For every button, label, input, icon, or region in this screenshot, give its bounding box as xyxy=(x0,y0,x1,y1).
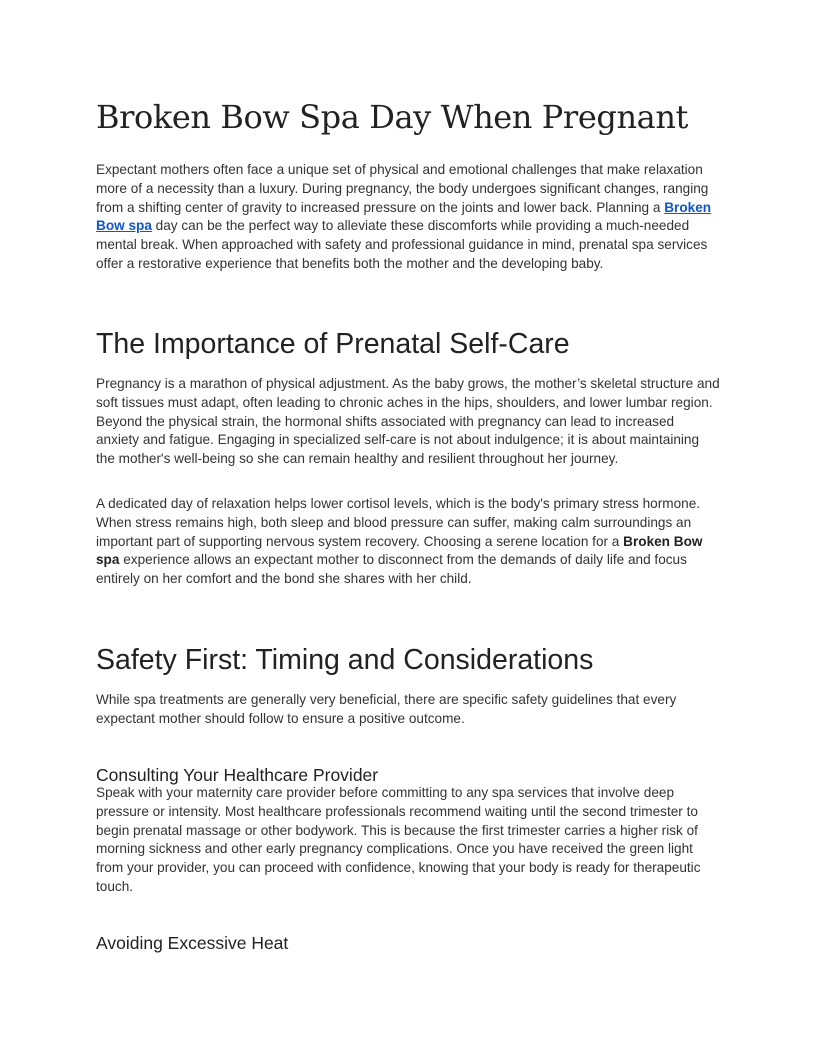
section1-paragraph1-block xyxy=(96,375,720,469)
intro-paragraph-block xyxy=(96,161,720,274)
document-title: Broken Bow Spa Day When Pregnant xyxy=(96,98,688,136)
consulting-provider-paragraph-block xyxy=(96,784,720,897)
section2-paragraph1-block xyxy=(96,691,720,729)
intro-paragraph xyxy=(96,161,720,274)
section-heading-prenatal-self-care: The Importance of Prenatal Self-Care xyxy=(96,328,570,360)
section1-paragraph2-block xyxy=(96,495,720,589)
broken-bow-spa-link[interactable]: Broken Bow spa xyxy=(96,199,712,234)
para2-text-after-bold: experience allows an expectant mother to disconnect from the demands of daily life and focus entirely on her comfort and the bond she shares with her child. xyxy=(96,552,687,587)
consulting-provider-paragraph: Speak with your maternity care provider before committing to any spa services that involve deep pressure or intensity. Most healthcare professionals recommend waiting until the second trimester to begin prenatal massage or other bodywork. This is because the first trimester carries a higher risk of morning sickness and other early pregnancy complications. Once you have received the green light from your provider, you can proceed with confidence, knowing that your body is ready for therapeutic touch. xyxy=(96,785,701,894)
broken-bow-spa-bold: Broken Bow spa xyxy=(96,533,703,568)
subheading-avoiding-heat: Avoiding Excessive Heat xyxy=(96,933,289,953)
section2-paragraph1: While spa treatments are generally very beneficial, there are specific safety guidelines that every expectant mother should follow to ensure a positive outcome. xyxy=(96,692,677,726)
section1-paragraph1: Pregnancy is a marathon of physical adjustment. As the baby grows, the mother’s skeletal structure and soft tissues must adapt, often leading to chronic aches in the hips, shoulders, and lower lumbar region. Beyond the physical strain, the hormonal shifts associated with pregnancy can lead to increased anxiety and fatigue. Engaging in specialized self-care is not about indulgence; it is about maintaining the mother's well-being so she can remain healthy and resilient throughout her journey. xyxy=(96,376,720,467)
section1-paragraph2 xyxy=(96,495,720,589)
section-heading-safety-first: Safety First: Timing and Considerations xyxy=(96,644,594,676)
intro-text-after-link: day can be the perfect way to alleviate these discomforts while providing a much-needed mental break. When approached with safety and professional guidance in mind, prenatal spa services offer a restorative experience that benefits both the mother and the developing baby. xyxy=(96,218,708,271)
para2-text-before-bold: A dedicated day of relaxation helps lower cortisol levels, which is the body's primary stress hormone. When stress remains high, both sleep and blood pressure can suffer, making calm surroundings an important part of supporting nervous system recovery. Choosing a serene location for a xyxy=(96,496,701,549)
intro-text-before-link: Expectant mothers often face a unique set of physical and emotional challenges that make relaxation more of a necessity than a luxury. During pregnancy, the body undergoes significant changes, ranging from a shifting center of gravity to increased pressure on the joints and lower back. Planning a xyxy=(96,162,709,215)
subheading-consulting-provider: Consulting Your Healthcare Provider xyxy=(96,765,379,785)
